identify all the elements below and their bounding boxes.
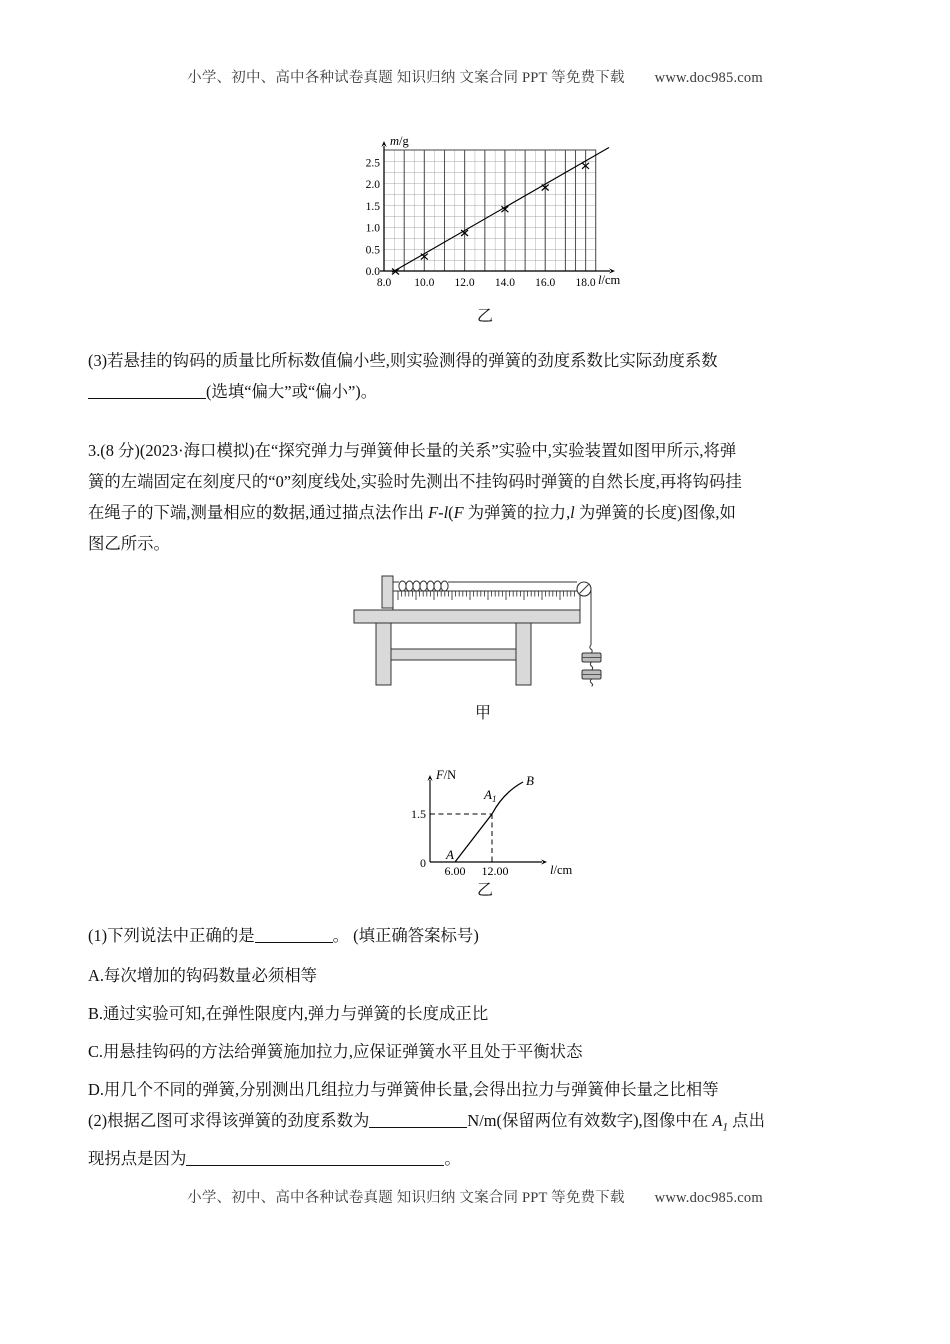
svg-text:10.0: 10.0 <box>414 277 435 289</box>
question2-part3-tail: (选填“偏大”或“偏小”)。 <box>206 382 378 401</box>
symbol-F: F <box>453 503 464 522</box>
question3-stem-line2: 簧的左端固定在刻度尺的“0”刻度线处,实验时先测出不挂钩码时弹簧的自然长度,再将钩码挂 <box>88 472 742 491</box>
figure-caption-yi-2: 乙 <box>476 882 493 899</box>
apparatus-diagram <box>334 566 634 706</box>
running-head-url: www.doc985.com <box>654 70 763 86</box>
apparatus-diagram-svg <box>334 566 634 706</box>
svg-text:14.0: 14.0 <box>494 277 515 289</box>
question3-part1-tail: 。 (填正确答案标号) <box>332 926 479 945</box>
option-a-text: A.每次增加的钩码数量必须相等 <box>88 966 318 985</box>
question3-stem <box>88 435 878 559</box>
svg-text:12.00: 12.00 <box>481 864 509 878</box>
question3-stem-line3-b: ( <box>448 503 454 522</box>
svg-text:B: B <box>526 773 534 788</box>
svg-text:l/cm: l/cm <box>550 863 573 877</box>
question3-stem-line4: 图乙所示。 <box>88 534 170 553</box>
svg-text:0.0: 0.0 <box>365 266 380 278</box>
question3-part2 <box>88 1105 878 1174</box>
symbol-F-l: F-l <box>428 503 449 522</box>
question3-stem-line3-d: 为弹簧的长度)图像,如 <box>574 503 736 522</box>
running-head-text: 小学、初中、高中各种试卷真题 知识归纳 文案合同 PPT 等免费下载 <box>187 70 625 86</box>
svg-text:12.0: 12.0 <box>454 277 475 289</box>
question3-stem-line1: 3.(8 分)(2023·海口模拟)在“探究弹力与弹簧伸长量的关系”实验中,实验装置如图甲所示,将弹 <box>88 441 737 460</box>
question3-part2-d: 现拐点是因为 <box>88 1149 187 1169</box>
option-b-text: B.通过实验可知,在弹性限度内,弹力与弹簧的长度成正比 <box>88 1004 489 1023</box>
answer-blank-q2-reason[interactable] <box>186 1165 444 1166</box>
svg-text:0.5: 0.5 <box>365 244 380 257</box>
chart-mass-vs-length-svg <box>336 132 626 317</box>
answer-blank-part3[interactable] <box>88 398 206 399</box>
svg-text:18.0: 18.0 <box>575 277 596 289</box>
symbol-A1: $A_1$ <box>712 1111 729 1134</box>
option-c-text: C.用悬挂钩码的方法给弹簧施加拉力,应保证弹簧水平且处于平衡状态 <box>88 1042 583 1061</box>
running-foot-text: 小学、初中、高中各种试卷真题 知识归纳 文案合同 PPT 等免费下载 <box>187 1190 625 1206</box>
option-a <box>88 960 878 991</box>
svg-text:2.5: 2.5 <box>365 157 380 170</box>
option-d-text: D.用几个不同的弹簧,分别测出几组拉力与弹簧伸长量,会得出拉力与弹簧伸长量之比相等 <box>88 1080 719 1099</box>
symbol-l: l <box>570 503 575 522</box>
svg-text:1.5: 1.5 <box>411 807 426 821</box>
svg-text:16.0: 16.0 <box>535 277 556 289</box>
running-foot <box>0 1186 950 1207</box>
svg-text:1.0: 1.0 <box>365 222 380 235</box>
question3-part2-a: (2)根据乙图可求得该弹簧的劲度系数为 <box>88 1111 370 1130</box>
option-c <box>88 1036 878 1067</box>
option-d <box>88 1074 878 1105</box>
chart-mass-vs-length <box>336 132 626 317</box>
question3-part2-b: N/m(保留两位有效数字),图像中在 <box>467 1111 713 1130</box>
svg-text:2.0: 2.0 <box>365 179 380 192</box>
svg-text:1.5: 1.5 <box>365 200 380 213</box>
question3-part1-prompt: (1)下列说法中正确的是 <box>88 926 255 945</box>
option-b <box>88 998 878 1029</box>
svg-text:A: A <box>446 847 454 862</box>
svg-text:l/cm: l/cm <box>598 273 621 287</box>
question3-stem-line3-c: 为弹簧的拉力, <box>463 503 571 522</box>
question2-part3 <box>88 345 878 407</box>
chart-force-vs-length <box>392 766 612 886</box>
running-head <box>0 66 950 87</box>
svg-text:A1: $A_1$ <box>484 787 497 804</box>
svg-text:F/N: F/N <box>436 768 457 782</box>
running-foot-url: www.doc985.com <box>654 1190 763 1206</box>
figure-caption-jia: 甲 <box>474 705 491 722</box>
answer-blank-q1[interactable] <box>255 942 333 943</box>
question3-part1 <box>88 920 878 951</box>
question2-part3-text: (3)若悬挂的钩码的质量比所标数值偏小些,则实验测得的弹簧的劲度系数比实际劲度系数 <box>88 351 718 370</box>
svg-text:8.0: 8.0 <box>376 277 392 289</box>
svg-text:m/g: m/g <box>390 134 409 148</box>
svg-text:0: 0 <box>420 856 426 870</box>
question3-stem-line3-a: 在绳子的下端,测量相应的数据,通过描点法作出 <box>88 503 429 522</box>
svg-text:6.00: 6.00 <box>444 864 466 878</box>
question3-part2-tail: 。 <box>444 1149 461 1169</box>
answer-blank-q2-k[interactable] <box>369 1127 467 1128</box>
question3-part2-c: 点出 <box>728 1111 765 1130</box>
chart-force-vs-length-svg <box>392 766 612 886</box>
figure-caption-yi-1: 乙 <box>476 308 493 325</box>
